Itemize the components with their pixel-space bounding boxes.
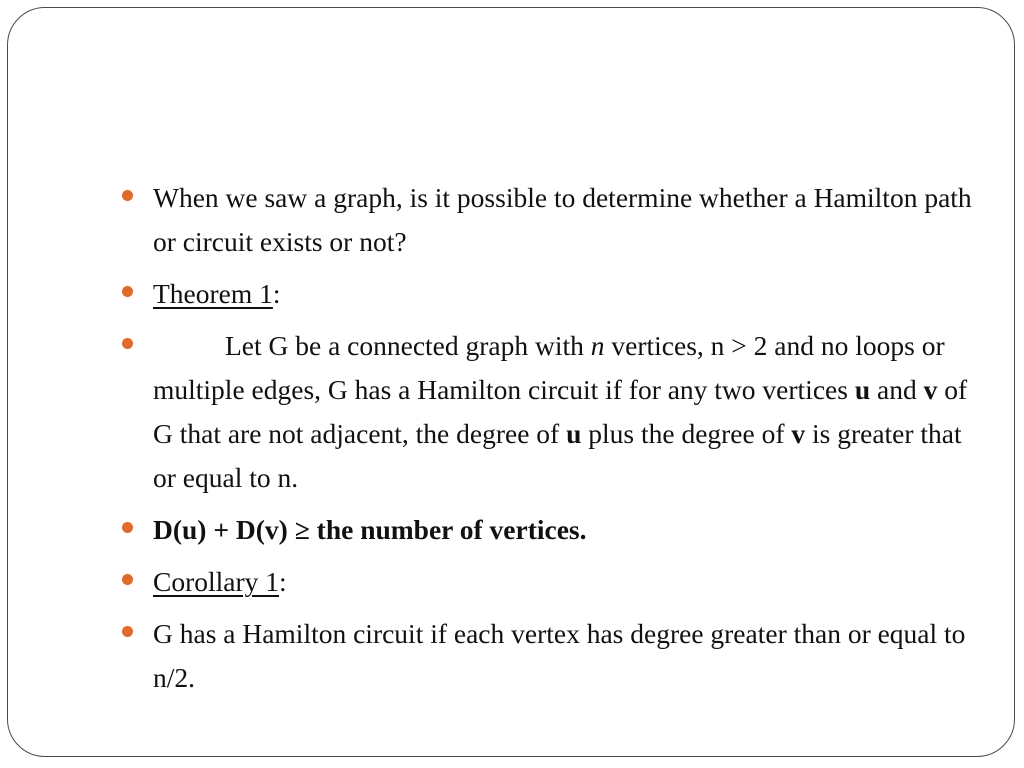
theorem-v-bold-2: v <box>791 418 806 449</box>
bullet-dot-icon <box>122 574 133 585</box>
theorem-part-6: is greater that or equal to n. <box>153 418 962 493</box>
theorem-part-2: vertices, n > 2 and no loops or multiple edges, G has a Hamilton circuit if for any two vertices <box>153 330 945 405</box>
theorem-u-bold: u <box>854 374 871 405</box>
bullet-formula <box>122 508 972 552</box>
bullet-dot-icon <box>122 522 133 533</box>
question-text: When we saw a graph, is it possible to determine whether a Hamilton path or circuit exists or not? <box>153 182 972 257</box>
bullet-theorem-statement <box>122 324 972 500</box>
theorem-part-4: of G that are not adjacent, the degree of <box>153 374 968 449</box>
theorem-colon: : <box>272 278 281 309</box>
bullet-question <box>122 176 972 264</box>
bullet-dot-icon <box>122 190 133 201</box>
bullet-corollary-statement <box>122 612 972 700</box>
bullet-list <box>122 176 972 708</box>
formula-text: D(u) + D(v) ≥ the number of vertices. <box>153 514 587 545</box>
theorem-u-bold-2: u <box>566 418 582 449</box>
bullet-dot-icon <box>122 286 133 297</box>
theorem-label: Theorem 1 <box>153 278 273 309</box>
slide <box>7 7 1015 757</box>
corollary-text: G has a Hamilton circuit if each vertex has degree greater than or equal to n/2. <box>153 618 966 693</box>
corollary-colon: : <box>279 566 287 597</box>
bullet-dot-icon <box>122 338 133 349</box>
theorem-n-italic: n <box>590 330 605 361</box>
corollary-label: Corollary 1 <box>153 566 280 597</box>
theorem-part-3: and <box>870 374 924 405</box>
theorem-part-5: plus the degree of <box>581 418 792 449</box>
theorem-part-1: Let G be a connected graph with <box>225 330 591 361</box>
bullet-corollary-heading <box>122 560 972 604</box>
bullet-theorem-heading <box>122 272 972 316</box>
theorem-v-bold: v <box>923 374 938 405</box>
bullet-dot-icon <box>122 626 133 637</box>
